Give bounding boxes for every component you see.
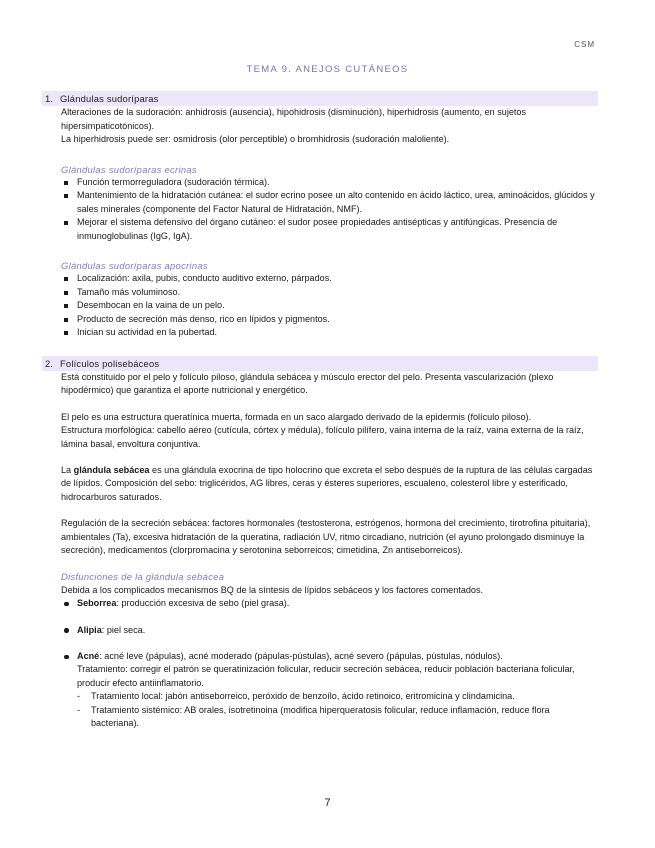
text-span: : producción excesiva de sebo (piel grasa). [116, 598, 290, 609]
bullet-list [42, 176, 598, 243]
treatment-text: Tratamiento: corregir el patrón se queratinización folicular, reducir secreción sebácea, reducir población bacteriana folicular, producir efecto antiinflamatorio. [77, 664, 575, 688]
subsection-heading: Glándulas sudoríparas ecrinas [61, 163, 197, 175]
dash-list [42, 690, 598, 730]
list-item: - Tratamiento sistémico: AB orales, isotretinoina (modifica hiperqueratosis folicular, reduce inflamación, reduce flora bacteriana). [42, 704, 598, 731]
section-heading-1 [42, 91, 598, 106]
list-item: Mejorar el sistema defensivo del órgano cutáneo: el sudor posee propiedades antisépticas y antifúngicas. Presencia de inmunoglobulinas (IgG, IgA). [42, 216, 598, 243]
list-item [42, 624, 598, 637]
section-number: 1. [45, 93, 54, 104]
text-span: : piel seca. [101, 624, 146, 635]
list-item: - Tratamiento local: jabón antiseborreico, peróxido de benzoílo, ácido retinoico, eritromicina y clindamicina. [42, 690, 598, 703]
paragraph: La hiperhidrosis puede ser: osmidrosis (olor perceptible) o bromhidrosis (sudoración maloliente). [61, 134, 450, 145]
list-item: Localización: axila, pubis, conducto auditivo externo, párpados. [42, 272, 598, 285]
bold-term: Acné [77, 651, 100, 661]
paragraph: Está constituido por el pelo y folículo piloso, glándula sebácea y músculo erector del pelo. Presenta vascularización (plexo hipodérmico) que garantiza el aporte nutricional y energético. [61, 371, 554, 396]
list-item: Tamaño más voluminoso. [42, 286, 598, 299]
author-initials: CSM [574, 40, 595, 49]
paragraph: Alteraciones de la sudoración: anhidrosis (ausencia), hipohidrosis (disminución), hiperhidrosis (aumento, en sujetos hipersimpaticotónicos). [61, 107, 527, 131]
list-item: Mantenimiento de la hidratación cutánea: el sudor ecrino posee un alto contenido en ácido láctico, urea, aminoácidos, glúcidos y sales minerales (componente del Factor Natural de Hidratación, NMF). [42, 189, 598, 216]
list-item: Función termorreguladora (sudoración térmica). [42, 176, 598, 189]
section-title: Glándulas sudoríparas [60, 93, 159, 104]
text-span: : acné leve (pápulas), acné moderado (pápulas-pústulas), acné severo (pápulas, pústulas, nódulos). [99, 651, 503, 661]
section-heading-2 [42, 356, 598, 371]
list-item: Producto de secreción más denso, rico en lípidos y pigmentos. [42, 313, 598, 326]
section-title: Folículos polisebáceos [60, 357, 160, 369]
document-body [42, 91, 598, 730]
bullet-list [42, 272, 598, 339]
bold-term: Alipia [77, 624, 102, 635]
subsection-heading: Disfunciones de la glándula sebácea [61, 571, 225, 583]
list-item [42, 597, 598, 610]
section-number: 2. [45, 357, 54, 369]
bullet-list [42, 597, 598, 610]
page-number: 7 [324, 797, 331, 809]
bullet-list [42, 624, 598, 637]
list-item: Inician su actividad en la pubertad. [42, 326, 598, 339]
paragraph [42, 464, 598, 504]
bold-term: Seborrea [77, 598, 117, 609]
subsection-heading: Glándulas sudoríparas apocrinas [61, 260, 208, 272]
paragraph: Regulación de la secreción sebácea: factores hormonales (testosterona, estrógenos, hormona del crecimiento, tirotrofina pituitaria), ambientales (Ta), excesiva hidratación de la queratina, radiación UV, ritmo circadiano, nutrición (el ayuno prolongado disminuye la secreción), medicamentos (clorpromacina y serotonina seborreicos; cimetidina, Zn antiseborreicos). [61, 518, 591, 555]
bullet-list [42, 650, 598, 690]
paragraph: Debida a los complicados mecanismos BQ de la síntesis de lípidos sebáceos y los factores comentados. [61, 584, 484, 595]
bold-term: glándula sebácea [73, 464, 150, 475]
paragraph: El pelo es una estructura queratínica muerta, formada en un saco alargado derivado de la epidermis (folículo piloso). [61, 411, 532, 422]
text-span: La [61, 464, 74, 475]
text-span: es una glándula exocrina de tipo holocrino que excreta el sebo después de la ruptura de las células cargadas de lípidos. Composición del sebo: triglicéridos, AG libres, ceras y ésteres superiores, escualeno, colesterol libre y esterificado, hidrocarburos saturados. [61, 464, 593, 502]
page-title: TEMA 9. ANEJOS CUTÁNEOS [246, 64, 409, 75]
list-item [42, 650, 598, 690]
list-item: Desembocan en la vaina de un pelo. [42, 299, 598, 312]
paragraph: Estructura morfológica: cabello aéreo (cutícula, córtex y médula), folículo pilífero, vaina interna de la raíz, vaina externa de la raíz, lámina basal, envoltura conjuntiva. [61, 425, 584, 449]
